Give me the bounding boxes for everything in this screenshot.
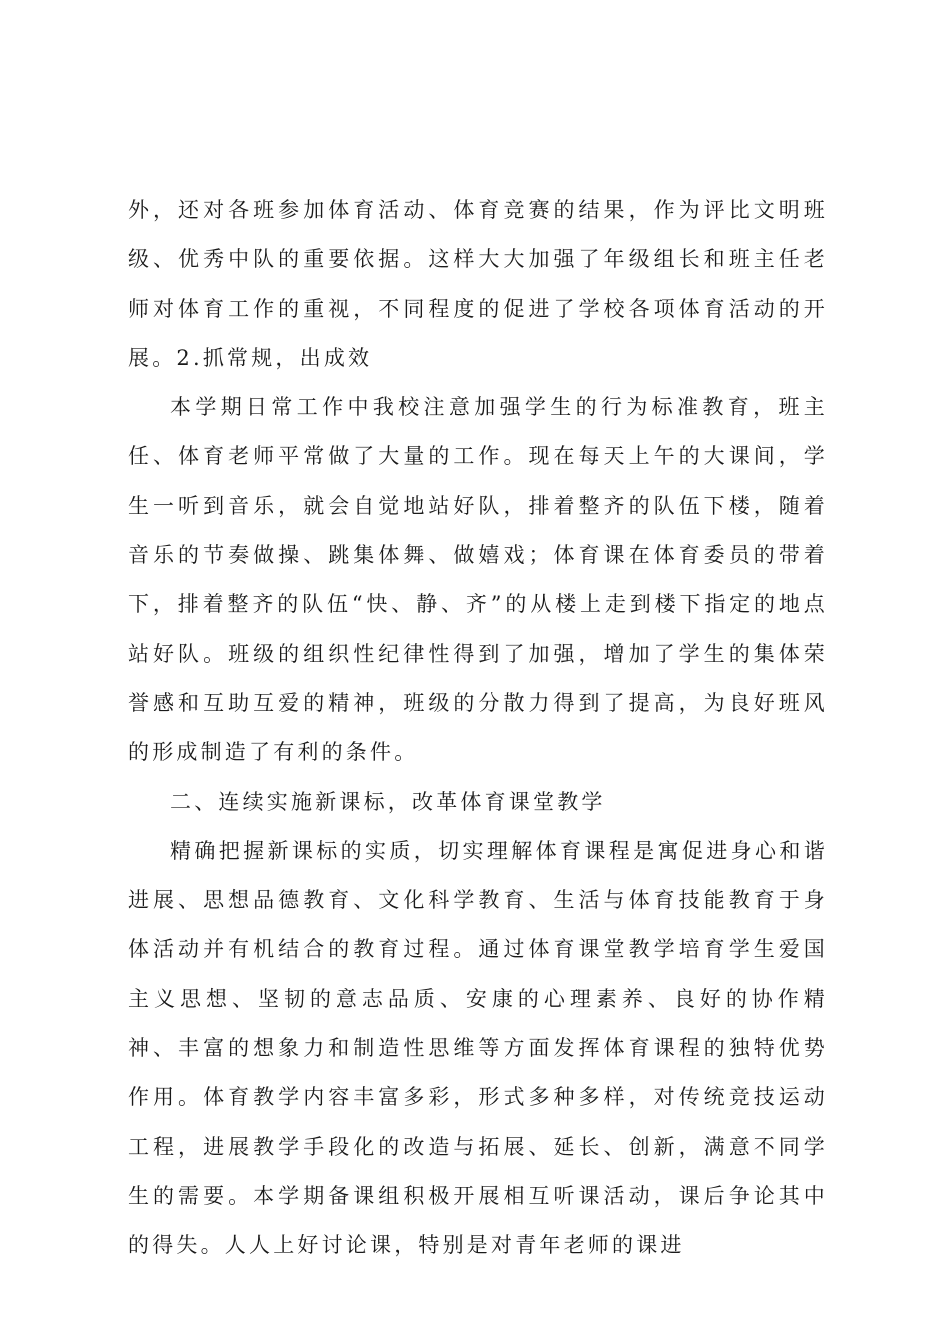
paragraph-daily-routine: 本学期日常工作中我校注意加强学生的行为标准教育，班主任、体育老师平常做了大量的工作。现在每天上午的大课间，学生一听到音乐，就会自觉地站好队，排着整齐的队伍下楼，随着音乐的节奏做操、跳集体舞、做嬉戏；体育课在体育委员的带着下，排着整齐的队伍“快、静、齐”的从楼上走到楼下指定的地点站好队。班级的组织性纪律性得到了加强，增加了学生的集体荣誉感和互助互爱的精神，班级的分散力得到了提高，为良好班风的形成制造了有利的条件。 (128, 395, 828, 765)
paragraph-curriculum-reform: 精确把握新课标的实质，切实理解体育课程是寓促进身心和谐进展、思想品德教育、文化科学教育、生活与体育技能教育于身体活动并有机结合的教育过程。通过体育课堂教学培育学生爱国主义思想、坚韧的意志品质、安康的心理素养、良好的协作精神、丰富的想象力和制造性思维等方面发挥体育课程的独特优势作用。体育教学内容丰富多彩，形式多种多样，对传统竞技运动工程，进展教学手段化的改造与拓展、延长、创新，满意不同学生的需要。本学期备课组积极开展相互听课活动，课后争论其中的得失。人人上好讨论课，特别是对青年老师的课进 (128, 838, 828, 1258)
section-heading-new-curriculum: 二、连续实施新课标，改革体育课堂教学 (170, 789, 606, 814)
document-body (128, 186, 828, 1271)
paragraph-continuation: 外，还对各班参加体育活动、体育竞赛的结果，作为评比文明班级、优秀中队的重要依据。这样大大加强了年级组长和班主任老师对体育工作的重视，不同程度的促进了学校各项体育活动的开展。2.抓常规，出成效 (128, 198, 828, 370)
